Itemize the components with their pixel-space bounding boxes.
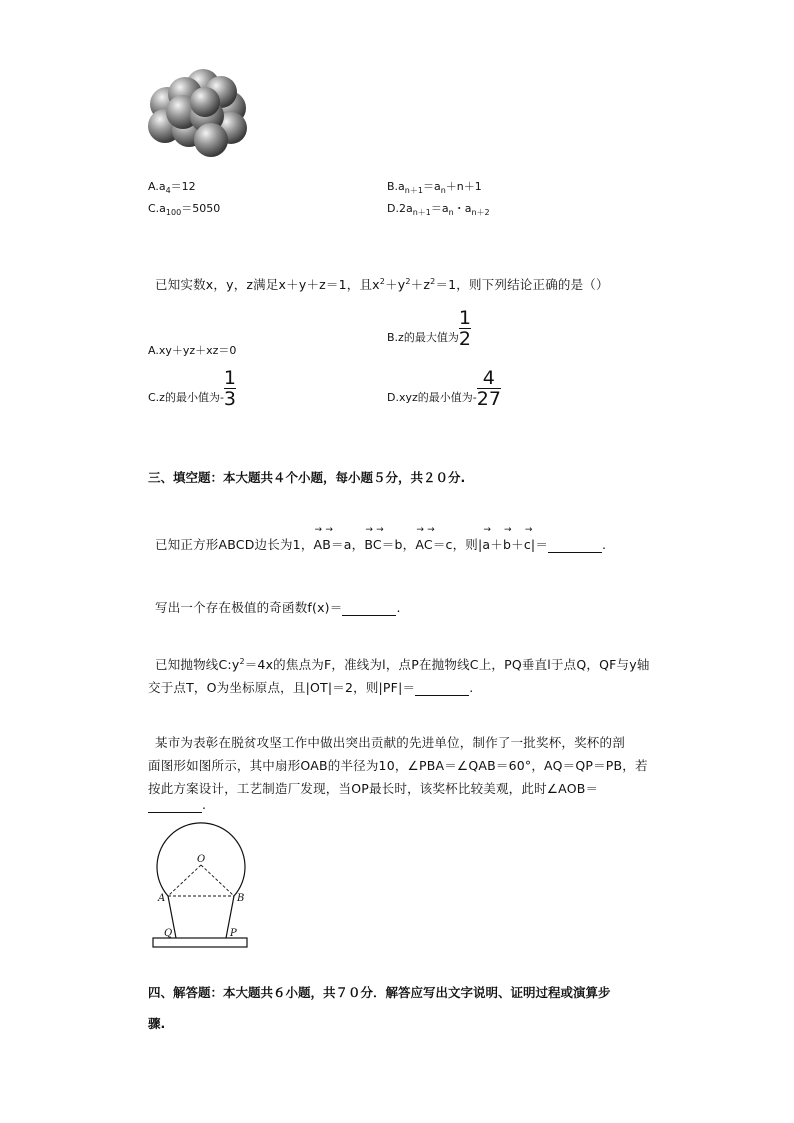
question-16-line-2: 面图形如图所示，其中扇形OAB的半径为10，∠PBA＝∠QAB＝60°，AQ＝QP＝PB，若 xyxy=(148,758,648,773)
option-d-sub2: n xyxy=(448,208,454,218)
fraction-1-3 xyxy=(224,368,236,409)
q15-sup: 2 xyxy=(239,656,245,666)
label-p: P xyxy=(230,928,237,939)
option-a-xyz: A.xy＋yz＋xz＝0 xyxy=(148,344,237,357)
label-q: Q xyxy=(164,928,173,939)
q15-l1a: 已知抛物线C:y xyxy=(155,657,240,672)
option-b-label: B.a xyxy=(387,180,405,193)
answer-blank-16[interactable] xyxy=(148,797,202,813)
option-b-rest: ＋n＋1 xyxy=(445,180,482,193)
q15-l2: 交于点T，O为坐标原点，且|OT|＝2，则|PF|＝ xyxy=(148,680,416,695)
q13-part-2: ＝a， xyxy=(331,537,365,552)
answer-blank-13[interactable] xyxy=(548,537,602,553)
q-xyz-stem-3: ＋z xyxy=(410,277,431,292)
option-b-xyz-text: B.z的最大值为 xyxy=(387,331,459,344)
option-d-dot: ・a xyxy=(453,202,472,215)
q15-end: . xyxy=(469,680,474,695)
section-4-heading-line-1: 四、解答题：本大题共６小题，共７０分．解答应写出文字说明、证明过程或演算步 xyxy=(148,985,611,1000)
option-c-rest: ＝5050 xyxy=(181,202,221,215)
option-d-mid: ＝a xyxy=(430,202,449,215)
vector-ab-label: AB xyxy=(313,537,332,552)
vector-a-label: a xyxy=(482,537,491,552)
option-a-sub: 4 xyxy=(165,186,171,196)
question-16-line-4 xyxy=(148,797,206,813)
vector-arrow-icon: → xyxy=(503,525,512,535)
segment-ob xyxy=(201,865,234,896)
trophy-cross-section-figure xyxy=(148,822,252,952)
fraction-1-2-den: 2 xyxy=(458,328,471,350)
fraction-4-27-den: 27 xyxy=(476,388,501,410)
vector-b xyxy=(502,525,512,552)
option-b-sub1: n＋1 xyxy=(404,186,423,196)
fraction-1-3-num: 1 xyxy=(223,367,237,389)
section-3-heading: 三、填空题：本大题共４个小题，每小题５分，共２０分. xyxy=(148,470,466,485)
label-a: A xyxy=(158,893,166,904)
label-o: O xyxy=(197,854,206,865)
q13-part-5: ＋ xyxy=(490,537,503,552)
option-d-sub3: n＋2 xyxy=(471,208,490,218)
fraction-4-27 xyxy=(477,368,501,409)
option-d-xyz xyxy=(387,368,501,409)
option-b-prev xyxy=(387,178,482,196)
option-a-label: A.a xyxy=(148,180,166,193)
question-15-line-2 xyxy=(148,678,473,696)
segment-oa xyxy=(168,865,201,896)
fraction-4-27-num: 4 xyxy=(482,367,495,389)
q-xyz-stem-1: 已知实数x，y，z满足x＋y＋z＝1，且x xyxy=(155,277,380,292)
q15-l1b: ＝4x的焦点为F，准线为l，点P在抛物线C上，PQ垂直l于点Q，QF与y轴 xyxy=(244,657,650,672)
stacked-spheres-image xyxy=(145,66,255,162)
q-xyz-stem-2: ＋y xyxy=(385,277,406,292)
q14-text: 写出一个存在极值的奇函数f(x)＝ xyxy=(155,600,343,615)
fraction-1-2 xyxy=(459,308,471,349)
vector-ac xyxy=(415,525,435,552)
q13-part-6: ＋ xyxy=(511,537,524,552)
option-c-sub: 100 xyxy=(165,208,182,218)
question-13 xyxy=(155,525,607,553)
option-d-prev xyxy=(387,200,490,218)
vector-bc xyxy=(364,525,384,552)
q16-end: . xyxy=(202,797,207,812)
vector-a xyxy=(482,525,492,552)
option-c-prev xyxy=(148,200,220,217)
question-xyz-stem xyxy=(155,275,609,293)
q-xyz-sup-3: 2 xyxy=(430,276,436,286)
vector-ab xyxy=(313,525,334,552)
answer-blank-14[interactable] xyxy=(342,600,396,616)
q13-part-7: |＝ xyxy=(530,537,549,552)
option-a-rest: ＝12 xyxy=(170,180,196,193)
label-b: B xyxy=(237,893,245,904)
option-d-xyz-text: D.xyz的最小值为- xyxy=(387,391,477,404)
q14-end: . xyxy=(396,600,401,615)
option-b-xyz xyxy=(387,308,471,349)
trophy-base xyxy=(153,938,247,947)
q13-part-4: ＝c，则| xyxy=(432,537,483,552)
q-xyz-sup-1: 2 xyxy=(379,276,386,286)
section-4-heading-line-2: 骤. xyxy=(148,1016,166,1031)
option-d-sub1: n＋1 xyxy=(412,208,431,218)
q-xyz-stem-4: ＝1，则下列结论正确的是（） xyxy=(435,277,609,292)
vector-arrow-icon: → → xyxy=(416,525,435,535)
q-xyz-sup-2: 2 xyxy=(405,276,411,286)
question-15-line-1 xyxy=(155,655,650,673)
fraction-1-2-num: 1 xyxy=(458,307,471,329)
vector-arrow-icon: → → xyxy=(365,525,384,535)
vector-b-label: b xyxy=(502,537,512,552)
vector-arrow-icon: → xyxy=(524,525,533,535)
vector-arrow-icon: → xyxy=(483,525,492,535)
vector-c-label: c xyxy=(523,537,531,552)
q13-end: . xyxy=(602,537,607,552)
vector-bc-label: BC xyxy=(364,537,382,552)
answer-blank-15[interactable] xyxy=(415,680,469,696)
question-16-line-3: 按此方案设计，工艺制造厂发现，当OP最长时，该奖杯比较美观，此时∠AOB＝ xyxy=(148,781,599,796)
vector-ac-label: AC xyxy=(415,537,433,552)
option-d-label: D.2a xyxy=(387,202,413,215)
vector-arrow-icon: → → xyxy=(314,525,334,535)
option-c-xyz xyxy=(148,368,236,409)
option-b-sub2: n xyxy=(440,186,446,196)
q13-part-1: 已知正方形ABCD边长为1， xyxy=(155,537,314,552)
vector-c xyxy=(523,525,533,552)
q13-part-3: ＝b， xyxy=(381,537,416,552)
option-c-label: C.a xyxy=(148,202,166,215)
question-14 xyxy=(155,598,401,616)
option-b-mid: ＝a xyxy=(422,180,441,193)
question-16-line-1: 某市为表彰在脱贫攻坚工作中做出突出贡献的先进单位，制作了一批奖杯，奖杯的剖 xyxy=(155,735,625,750)
fraction-1-3-den: 3 xyxy=(223,388,237,410)
option-c-xyz-text: C.z的最小值为- xyxy=(148,391,224,404)
option-a-prev xyxy=(148,178,196,195)
